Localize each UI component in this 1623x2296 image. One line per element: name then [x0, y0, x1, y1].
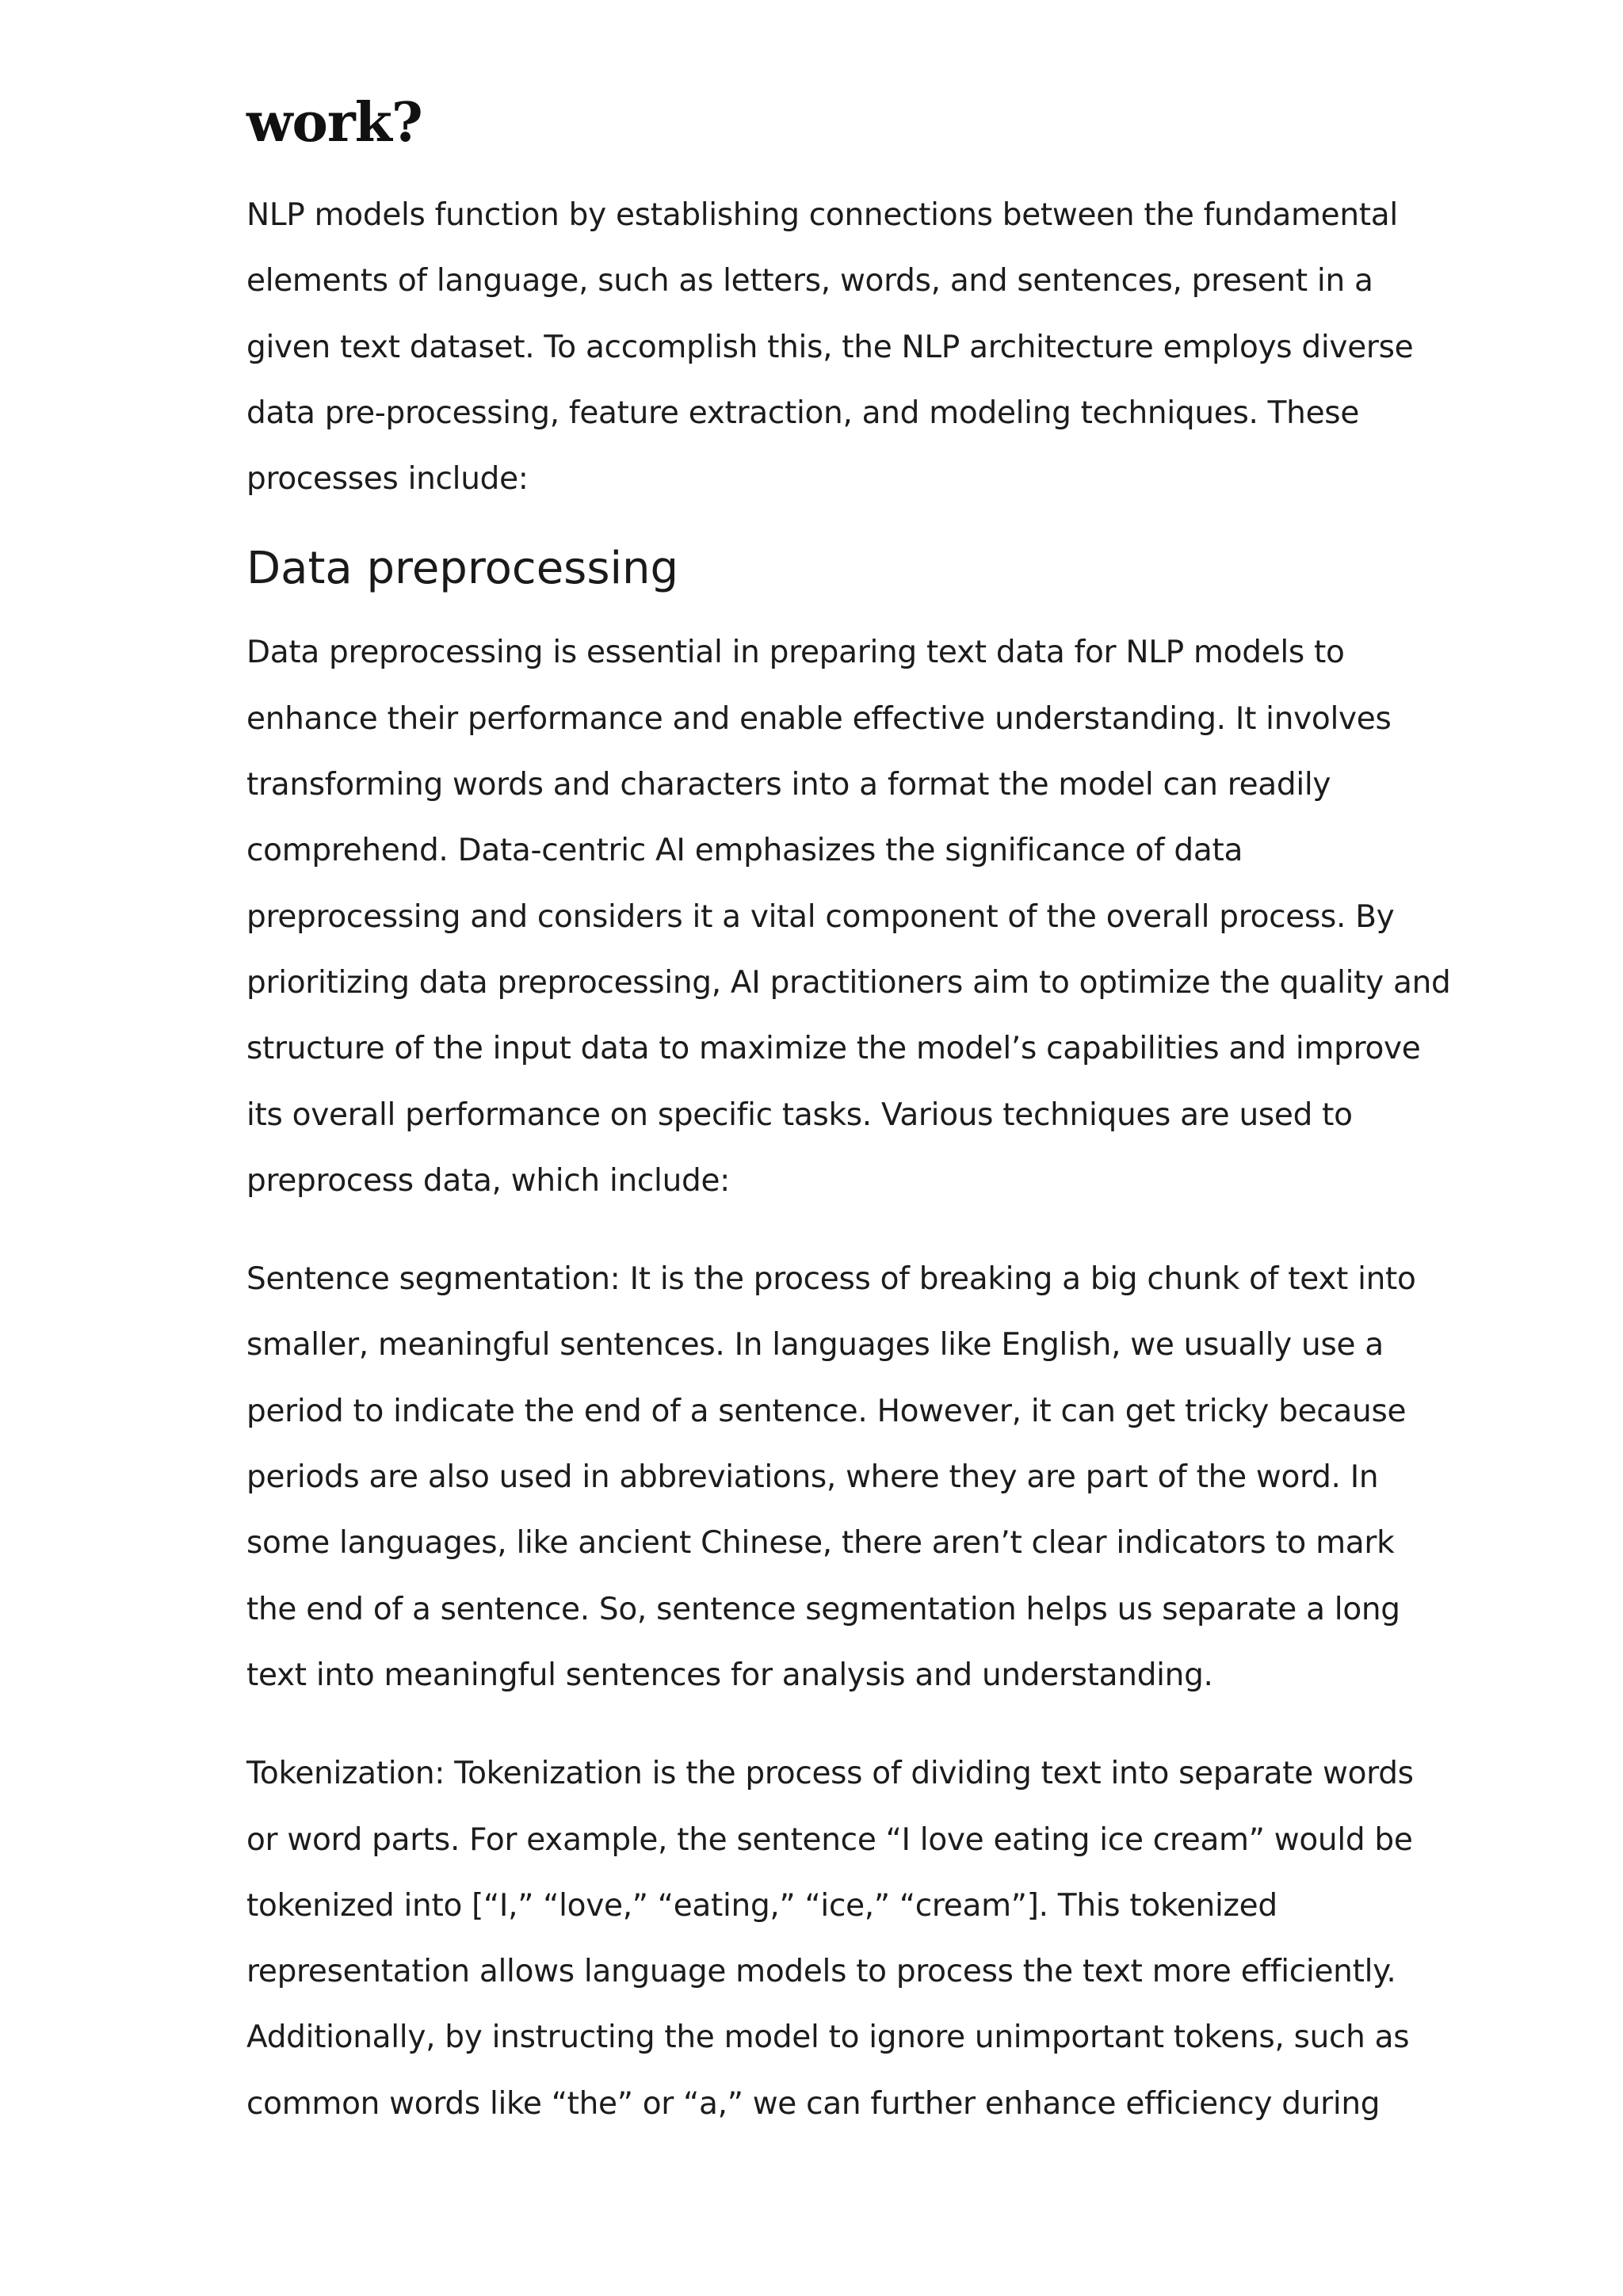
sentence-segmentation-paragraph: Sentence segmentation: It is the process of breaking a big chunk of text into smaller, meaningful sentences. In languages like English, we usually use a period to indicate the end of a sentence. However, it can get tricky because periods are also used in abbreviations, where they are part of the word. In some languages, like ancient Chinese, there aren’t clear indicators to mark the end of a sentence. So, sentence segmentation helps us separate a long text into meaningful sentences for analysis and understanding. — [246, 1261, 1416, 1693]
tokenization-paragraph: Tokenization: Tokenization is the process of dividing text into separate words or word parts. For example, the sentence “I love eating ice cream” would be tokenized into [“I,” “love,” “eating,” “ice,” “cream”]. This tokenized representation allows language models to process the text more efficiently. Additionally, by instructing the model to ignore unimportant tokens, such as common words like “the” or “a,” we can further enhance efficiency during — [246, 1756, 1414, 2122]
section-heading-data-preprocessing: Data preprocessing — [246, 543, 679, 595]
article-body — [246, 87, 1451, 2137]
heading-partial: work? — [246, 91, 422, 154]
data-preprocessing-paragraph: Data preprocessing is essential in preparing text data for NLP models to enhance their performance and enable effective understanding. It involves transforming words and characters into a format the model can readily comprehend. Data-centric AI emphasizes the significance of data preprocessing and considers it a vital component of the overall process. By prioritizing data preprocessing, AI practitioners aim to optimize the quality and structure of the input data to maximize the model’s capabilities and improve its overall performance on specific tasks. Various techniques are used to preprocess data, which include: — [246, 635, 1451, 1199]
intro-paragraph: NLP models function by establishing connections between the fundamental elements of language, such as letters, words, and sentences, present in a given text dataset. To accomplish this, the NLP architecture employs diverse data pre-processing, feature extraction, and modeling techniques. These processes include: — [246, 197, 1414, 498]
